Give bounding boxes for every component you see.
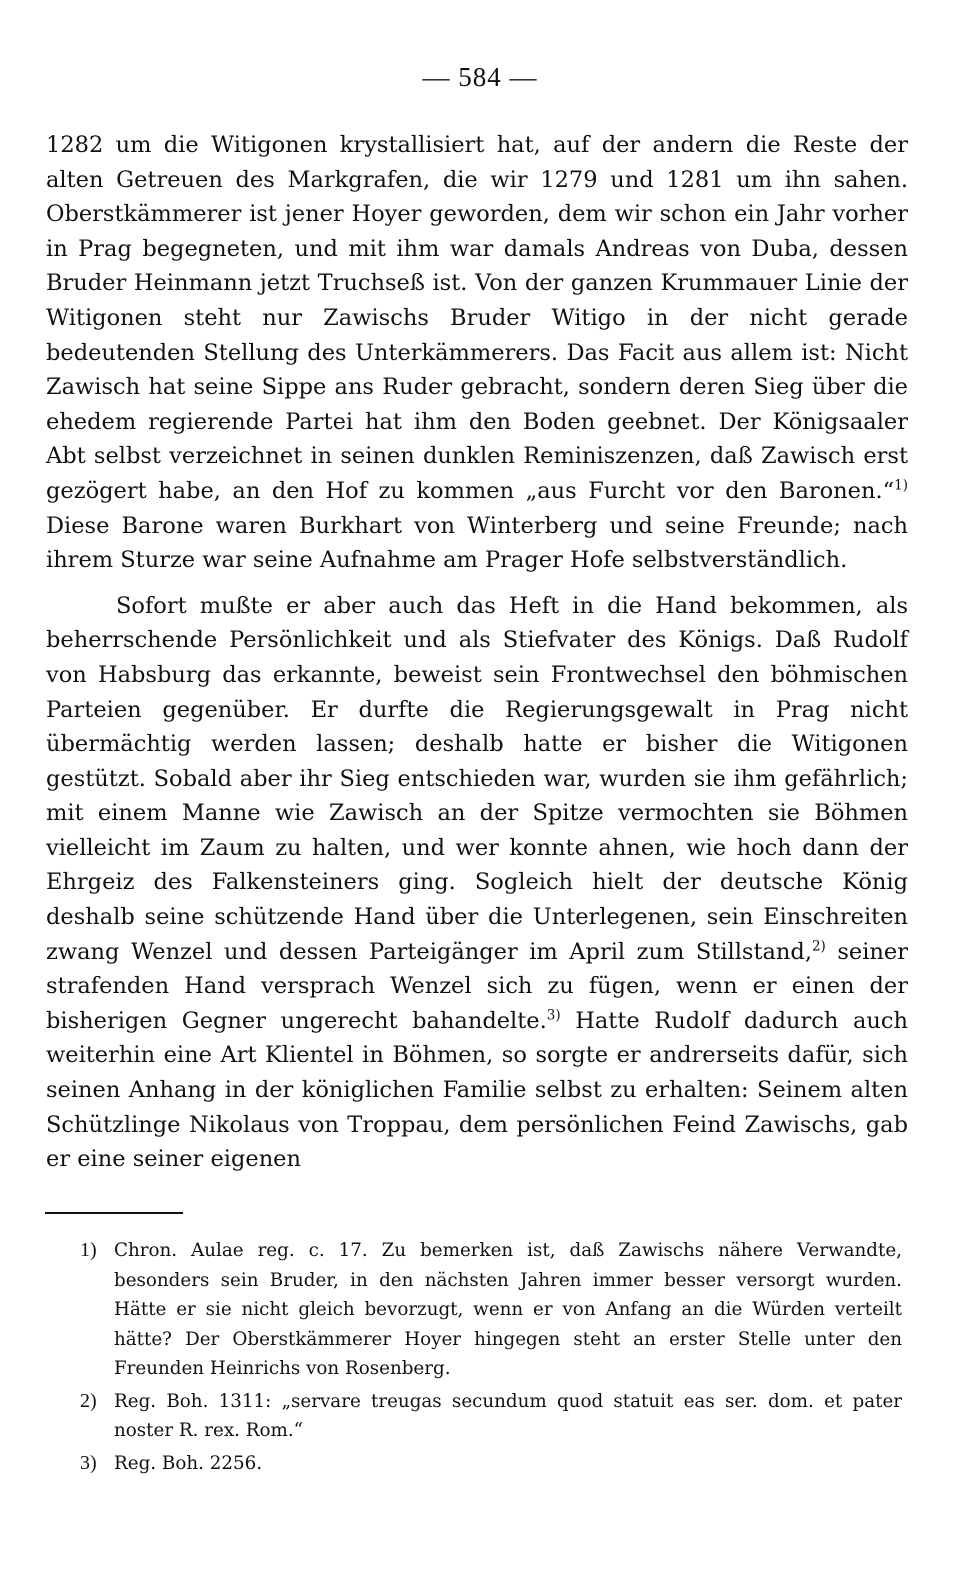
footnote-number: 1) <box>80 1239 97 1261</box>
footnotes <box>80 1236 902 1481</box>
paragraph-1-text-a: 1282 um die Witigonen krystallisiert hat, auf der andern die Reste der alten Getreuen des Markgrafen, die wir 1279 und 1281 um ihn sahen. Oberstkämmerer ist jener Hoyer geworden, dem wir schon ein Jahr vorher in Prag begegneten, und mit ihm war damals Andreas von Duba, dessen Bruder Heinmann jetzt Truchseß ist. Von der ganzen Krummauer Linie der Witigonen steht nur Zawischs Bruder Witigo in der nicht gerade bedeutenden Stellung des Unterkämmerers. Das Facit aus allem ist: Nicht Zawisch hat seine Sippe ans Ruder gebracht, sondern deren Sieg über die ehedem regierende Partei hat ihm den Boden geebnet. Der Königsaaler Abt selbst verzeichnet in seinen dunklen Reminiszenzen, daß Zawisch erst gezögert habe, an den Hof zu kommen „aus Furcht vor den Baronen.“ <box>46 132 908 504</box>
footnote-number: 3) <box>80 1451 97 1474</box>
footnote-text: Reg. Boh. 1311: „servare treugas secundum quod statuit eas ser. dom. et pater noster R. rex. Rom.“ <box>114 1390 902 1441</box>
footnote-divider <box>45 1212 183 1214</box>
footnote-ref-1: 1) <box>894 477 908 494</box>
paragraph-2-text-b: seiner strafenden Hand versprach Wenzel sich zu fügen, wenn er einen der bisherigen Gegner ungerecht bahandelte. <box>46 938 908 1034</box>
paragraph-1-text-b: Diese Barone waren Burkhart von Winterberg und seine Freunde; nach ihrem Sturze war seine Aufnahme am Prager Hofe selbstverständlich. <box>46 512 908 574</box>
paragraph-2 <box>46 589 908 1177</box>
footnote-2 <box>80 1387 902 1446</box>
footnote-3 <box>80 1449 902 1479</box>
footnote-ref-3: 3) <box>546 1007 561 1024</box>
footnote-ref-2: 2) <box>811 938 826 955</box>
footnote-1 <box>80 1236 902 1384</box>
footnote-text: Chron. Aulae reg. c. 17. Zu bemerken ist, daß Zawischs nähere Verwandte, besonders sein Bruder, in den nächsten Jahren immer besser versorgt wurden. Hätte er sie nicht gleich bevorzugt, wenn er von Anfang an die Würden verteilt hätte? Der Oberstkämmerer Hoyer hingegen steht an erster Stelle unter den Freunden Heinrichs von Rosenberg. <box>114 1240 902 1379</box>
paragraph-2-text-c: Hatte Rudolf dadurch auch weiterhin eine Art Klientel in Böhmen, so sorgte er andrerseits dafür, sich seinen Anhang in der königlichen Familie selbst zu erhalten: Seinem alten Schützlinge Nikolaus von Troppau, dem persönlichen Feind Zawischs, gab er eine seiner eigenen <box>46 1007 908 1173</box>
page-number: — 584 — <box>422 62 538 92</box>
footnote-number: 2) <box>80 1389 97 1412</box>
paragraph-2-text-a: Sofort mußte er aber auch das Heft in die Hand bekommen, als beherrschende Persönlichkeit und als Stiefvater des Königs. Daß Rudolf von Habsburg das erkannte, beweist sein Frontwechsel den böhmischen Parteien gegenüber. Er durfte die Regierungsgewalt in Prag nicht übermächtig werden lassen; deshalb hatte er bisher die Witigonen gestützt. Sobald aber ihr Sieg entschieden war, wurden sie ihm gefährlich; mit einem Manne wie Zawisch an der Spitze vermochten sie Böhmen vielleicht im Zaum zu halten, und wer konnte ahnen, wie hoch dann der Ehrgeiz des Falkensteiners ging. Sogleich hielt der deutsche König deshalb seine schützende Hand über die Unterlegenen, sein Einschreiten zwang Wenzel und dessen Parteigänger im April zum Stillstand, <box>46 592 908 965</box>
paragraph-1 <box>46 128 908 578</box>
footnote-text: Reg. Boh. 2256. <box>114 1452 263 1474</box>
main-text <box>46 128 908 1177</box>
